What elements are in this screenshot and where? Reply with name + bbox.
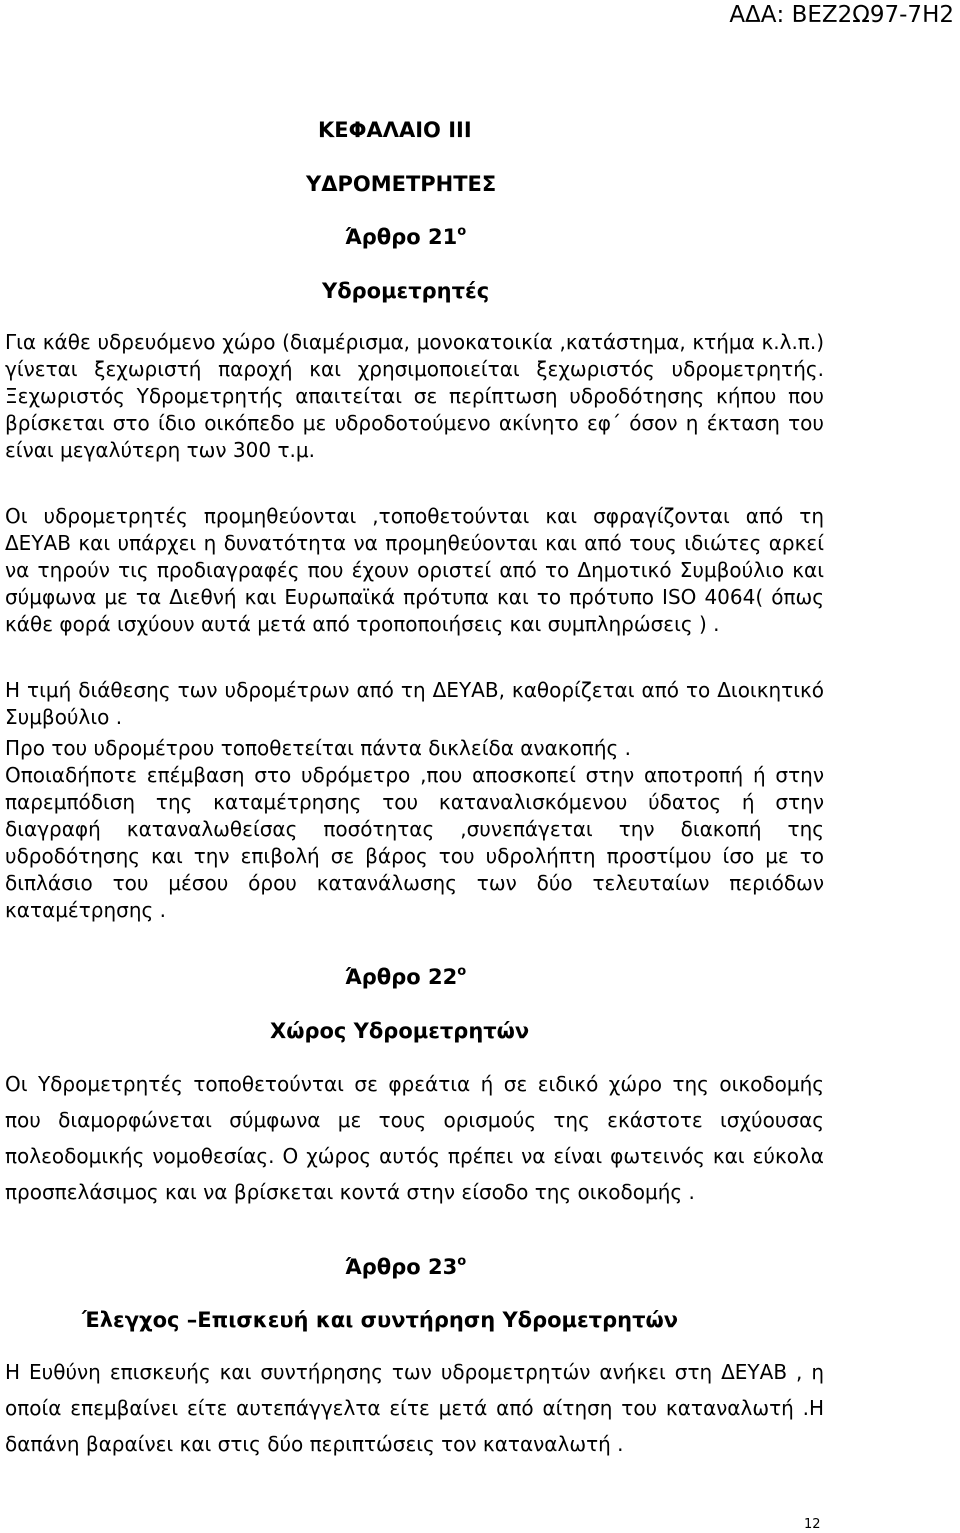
article-21-paragraph-5: Οποιαδήποτε επέμβαση στο υδρόμετρο ,που αποσκοπεί στην αποτροπή ή στην παρεμπόδιση της καταμέτρησης του καταναλισκόμενου ύδατος ή στην διαγραφή καταναλωθείσας ποσότητας ,συνεπάγεται την διακοπή της υδροδότησης και την επιβολή σε βάρος του υδρολήπτη προστίμου ίσο με το διπλάσιο του μέσου όρου κατανάλωσης των δύο τελευταίων περιόδων καταμέτρησης . xyxy=(5,763,824,922)
article-21-paragraph-4: Προ του υδρομέτρου τοποθετείται πάντα δικλείδα ανακοπής . xyxy=(5,736,631,760)
article-22-superscript: ο xyxy=(457,964,467,979)
article-21-paragraph-2: Οι υδρομετρητές προμηθεύονται ,τοποθετούνται και σφραγίζονται από τη ΔΕΥΑΒ και υπάρχει η δυνατότητα να προμηθεύονται και από τους ιδιώτες αρκεί να τηρούν τις προδιαγραφές που έχουν οριστεί από το Δημοτικό Συμβούλιο και σύμφωνα με τα Διεθνή και Ευρωπαϊκά πρότυπα και το πρότυπο ISO 4064( όπως κάθε φορά ισχύουν αυτά μετά από τροποποιήσεις και συμπληρώσεις ) . xyxy=(5,504,824,636)
chapter-subtitle: ΥΔΡΟΜΕΤΡΗΤΕΣ xyxy=(306,172,497,196)
article-21-heading xyxy=(345,225,466,249)
article-23-title: Έλεγχος –Επισκευή και συντήρηση Υδρομετρητών xyxy=(82,1308,679,1332)
page-number: 12 xyxy=(804,1517,821,1532)
article-21-superscript: ο xyxy=(457,224,467,239)
article-22-title: Χώρος Υδρομετρητών xyxy=(270,1019,530,1043)
article-21-paragraph-3: Η τιμή διάθεσης των υδρομέτρων από τη ΔΕΥΑΒ, καθορίζεται από το Διοικητικό Συμβούλιο . xyxy=(5,678,824,729)
article-21-heading-text: Άρθρο 21 xyxy=(345,225,458,249)
article-23-superscript: ο xyxy=(457,1254,467,1269)
article-21-title: Υδρομετρητές xyxy=(322,279,490,303)
chapter-title: ΚΕΦΑΛΑΙΟ ΙΙΙ xyxy=(318,118,472,142)
ada-code: ΑΔΑ: ΒΕΖ2Ω97-7Η2 xyxy=(729,2,954,28)
article-23-heading xyxy=(345,1255,466,1279)
article-22-heading xyxy=(345,965,466,989)
article-22-heading-text: Άρθρο 22 xyxy=(345,965,458,989)
article-22-paragraph: Οι Υδρομετρητές τοποθετούνται σε φρεάτια ή σε ειδικό χώρο της οικοδομής που διαμορφώνεται σύμφωνα με τους ορισμούς της εκάστοτε ισχύουσας πολεοδομικής νομοθεσίας. Ο χώρος αυτός πρέπει να είναι φωτεινός και εύκολα προσπελάσιμος και να βρίσκεται κοντά στην είσοδο της οικοδομής . xyxy=(5,1072,824,1204)
article-21-paragraph-1: Για κάθε υδρευόμενο χώρο (διαμέρισμα, μονοκατοικία ,κατάστημα, κτήμα κ.λ.π.) γίνεται ξεχωριστή παροχή και χρησιμοποιείται ξεχωριστός υδρομετρητής. Ξεχωριστός Υδρομετρητής απαιτείται σε περίπτωση υδροδότησης κήπου που βρίσκεται στο ίδιο οικόπεδο με υδροδοτούμενο ακίνητο εφ΄ όσον η έκταση του είναι μεγαλύτερη των 300 τ.μ. xyxy=(5,330,824,462)
article-23-heading-text: Άρθρο 23 xyxy=(345,1255,458,1279)
article-23-paragraph: Η Ευθύνη επισκευής και συντήρησης των υδρομετρητών ανήκει στη ΔΕΥΑΒ , η οποία επεμβαίνει είτε αυτεπάγγελτα είτε μετά από αίτηση του καταναλωτή .Η δαπάνη βαραίνει και στις δύο περιπτώσεις τον καταναλωτή . xyxy=(5,1360,824,1456)
